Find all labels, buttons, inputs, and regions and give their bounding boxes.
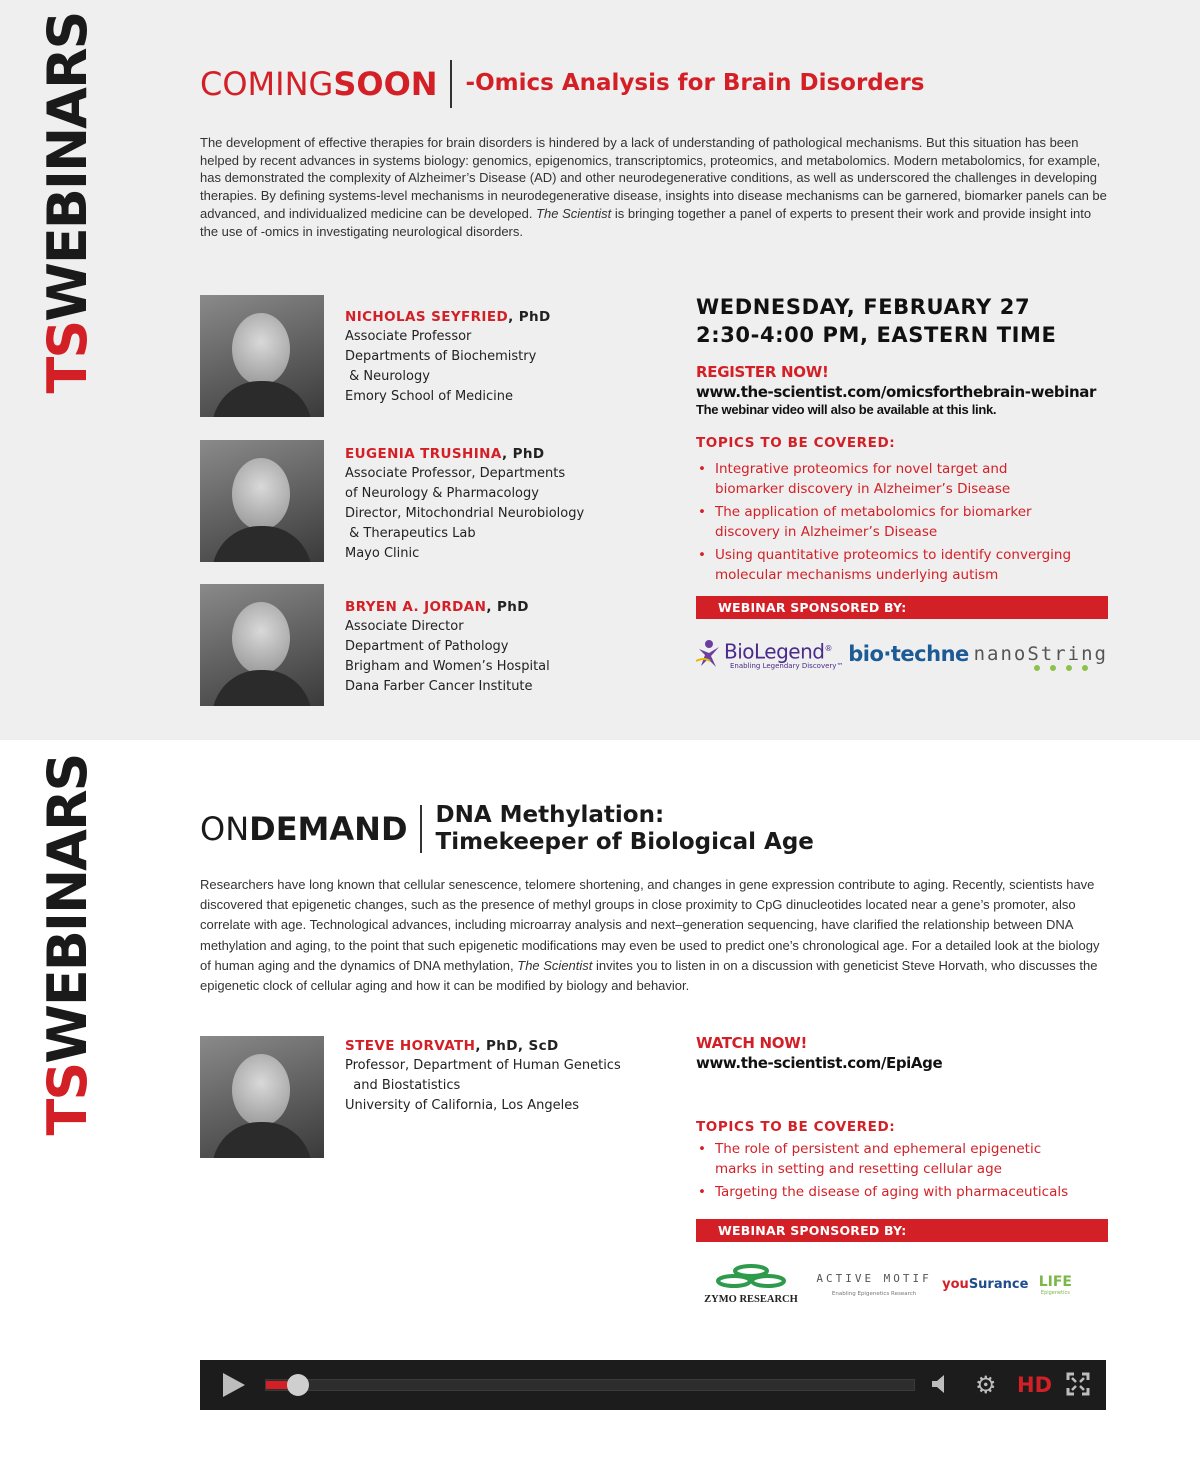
yousurance-logo: youSurance xyxy=(942,1277,1029,1292)
sponsor-logos xyxy=(696,1264,1108,1305)
sponsor-heading-bar: WEBINAR SPONSORED BY: xyxy=(696,1219,1108,1242)
speaker-detail: Department of Pathology xyxy=(345,639,509,654)
sponsor-logos xyxy=(696,639,1108,670)
speaker-card xyxy=(200,584,550,706)
speaker-photo xyxy=(200,1036,324,1158)
speaker-detail: & Neurology xyxy=(345,369,430,384)
zymo-rings-icon xyxy=(706,1264,796,1290)
gear-icon[interactable]: ⚙ xyxy=(975,1371,997,1399)
video-player-controls xyxy=(200,1360,1106,1410)
speaker-name: STEVE HORVATH, PhD, ScD xyxy=(345,1038,559,1054)
webinar-description: Researchers have long known that cellular senescence, telomere shortening, and changes in gene expression contribute to aging. Recently, scientists have discovered that epigenetic changes, such as the presence of methyl groups in close proximity to CpG dinucleotides located near a gene’s promoter, also correlate with age. Technological advances, including microarray analysis and next–generation sequencing, have clarified the relationship between DNA methylation and aging, to the point that such epigenetic modifications may even be used to predict one’s chronological age. For a detailed look at the biology of human aging and the dynamics of DNA methylation, The Scientist invites you to listen in on a discussion with geneticist Steve Horvath, who discusses the epigenetic clock of cellular aging and how it can be modified by biology and behavior. xyxy=(200,877,1100,994)
brand-webinars: WEBINARS xyxy=(36,12,99,322)
zymo-research-logo: ZYMO RESEARCH xyxy=(696,1264,806,1305)
brand-webinars: WEBINARS xyxy=(36,754,99,1064)
topic-item: • The application of metabolomics for biomarker discovery in Alzheimer’s Disease xyxy=(696,502,1108,542)
topics-list xyxy=(696,459,1108,585)
play-icon[interactable] xyxy=(223,1373,245,1397)
speaker-detail: Associate Director xyxy=(345,619,464,634)
ts-webinars-brand xyxy=(36,12,99,394)
watch-now-label: WATCH NOW! xyxy=(696,1034,808,1052)
speaker-detail: University of California, Los Angeles xyxy=(345,1098,580,1113)
coming-soon-section xyxy=(0,0,1200,740)
event-time: 2:30-4:00 PM, EASTERN TIME xyxy=(696,323,1057,347)
on-demand-section xyxy=(0,740,1200,1482)
webinar-description: The development of effective therapies for brain disorders is hindered by a lack of understanding of pathological mechanisms. But this situation has been helped by recent advances in systems biology: genomics, epigenomics, transcriptomics, proteomics, and metabolomics. Modern metabolomics, for example, has demonstrated the complexity of Alzheimer’s Disease (AD) and other neurodegenerative conditions, as well as underscored the challenges in developing therapies. By defining systems-level mechanisms in neurodegenerative disease, insights into disease mechanisms can be garnered, biomarker panels can be advanced, and individualized medicine can be developed. The Scientist is bringing together a panel of experts to present their work and provide insight into the use of -omics in investigating neurological disorders. xyxy=(200,135,1107,239)
seek-bar[interactable] xyxy=(265,1379,915,1391)
speaker-name: EUGENIA TRUSHINA, PhD xyxy=(345,446,545,462)
biotechne-logo: bio·techne xyxy=(848,642,969,667)
header-divider xyxy=(420,805,422,853)
speaker-name: NICHOLAS SEYFRIED, PhD xyxy=(345,309,551,325)
sponsor-heading-bar: WEBINAR SPONSORED BY: xyxy=(696,596,1108,619)
ts-webinars-brand xyxy=(36,754,99,1136)
topic-item: • Integrative proteomics for novel target and biomarker discovery in Alzheimer’s Disease xyxy=(696,459,1108,499)
event-date: WEDNESDAY, FEBRUARY 27 xyxy=(696,295,1031,319)
biolegend-figure-icon xyxy=(696,639,722,669)
register-now-label: REGISTER NOW! xyxy=(696,363,829,381)
event-details xyxy=(696,293,1108,670)
brand-ts: TS xyxy=(36,1063,99,1136)
life-epigenetics-logo: LIFE Epigenetics xyxy=(1038,1273,1072,1296)
speaker-detail: Director, Mitochondrial Neurobiology xyxy=(345,506,585,521)
section-header xyxy=(200,802,814,856)
topic-item: • Using quantitative proteomics to identify converging molecular mechanisms underlying autism xyxy=(696,545,1108,585)
fullscreen-icon[interactable] xyxy=(1066,1372,1090,1401)
nanostring-logo: nanoString xyxy=(974,643,1108,665)
event-details xyxy=(696,1034,1108,1305)
topics-heading: TOPICS TO BE COVERED: xyxy=(696,1119,896,1135)
speaker-detail: Associate Professor, Departments xyxy=(345,466,566,481)
volume-icon[interactable] xyxy=(930,1372,956,1401)
speaker-detail: Emory School of Medicine xyxy=(345,389,514,404)
speaker-detail: Dana Farber Cancer Institute xyxy=(345,679,533,694)
speaker-detail: Departments of Biochemistry xyxy=(345,349,537,364)
biolegend-logo: BioLegend® Enabling Legendary Discovery™ xyxy=(696,639,843,670)
speaker-photo xyxy=(200,584,324,706)
webinar-note: The webinar video will also be available at this link. xyxy=(696,402,997,417)
brand-ts: TS xyxy=(36,321,99,394)
active-motif-logo: ACTIVE MOTIF Enabling Epigenetics Research xyxy=(816,1272,932,1297)
topic-item: • The role of persistent and ephemeral epigenetic marks in setting and resetting cellular age xyxy=(696,1139,1108,1179)
speaker-detail: and Biostatistics xyxy=(345,1078,461,1093)
speaker-detail: & Therapeutics Lab xyxy=(345,526,476,541)
webinar-title: -Omics Analysis for Brain Disorders xyxy=(465,70,925,97)
hd-quality-button[interactable]: HD xyxy=(1017,1373,1053,1397)
topic-item: • Targeting the disease of aging with pharmaceuticals xyxy=(696,1182,1108,1202)
topics-heading: TOPICS TO BE COVERED: xyxy=(696,435,896,451)
speaker-card xyxy=(200,295,551,417)
topics-list xyxy=(696,1139,1108,1202)
speaker-photo xyxy=(200,440,324,562)
on-demand-tag: ONDEMAND xyxy=(200,810,408,849)
webinar-title: DNA Methylation: Timekeeper of Biological Age xyxy=(435,802,814,856)
speaker-detail: of Neurology & Pharmacology xyxy=(345,486,539,501)
speaker-detail: Professor, Department of Human Genetics xyxy=(345,1058,621,1073)
speaker-detail: Brigham and Women’s Hospital xyxy=(345,659,550,674)
watch-link[interactable]: www.the-scientist.com/EpiAge xyxy=(696,1054,943,1072)
section-header xyxy=(200,60,924,108)
speaker-photo xyxy=(200,295,324,417)
speaker-card xyxy=(200,440,584,564)
coming-soon-tag: COMINGSOON xyxy=(200,65,438,103)
speaker-card xyxy=(200,1036,621,1158)
register-link[interactable]: www.the-scientist.com/omicsforthebrain-webinar xyxy=(696,383,1096,401)
seek-handle[interactable] xyxy=(287,1374,309,1396)
speaker-detail: Mayo Clinic xyxy=(345,546,420,561)
header-divider xyxy=(450,60,452,108)
speaker-name: BRYEN A. JORDAN, PhD xyxy=(345,599,529,615)
speaker-detail: Associate Professor xyxy=(345,329,472,344)
